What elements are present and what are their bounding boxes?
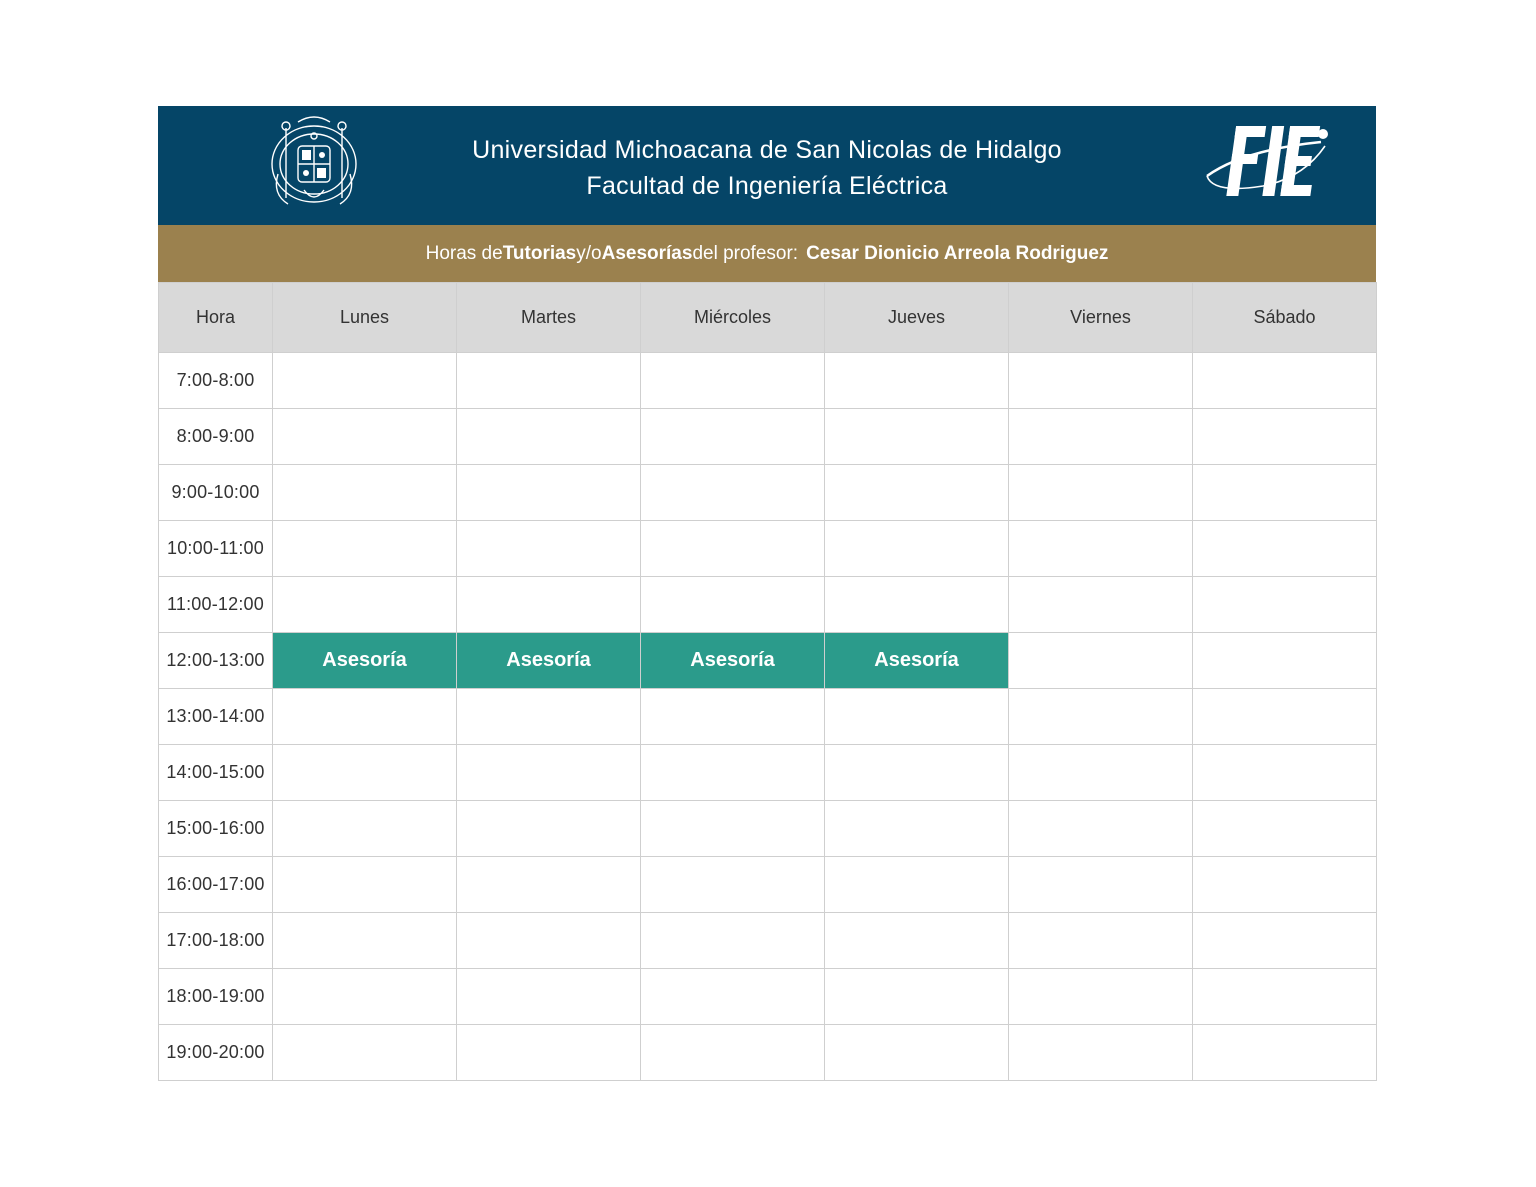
schedule-slot (825, 801, 1009, 857)
schedule-slot (273, 409, 457, 465)
schedule-slot (641, 465, 825, 521)
table-row (159, 521, 1377, 577)
schedule-slot (1193, 913, 1377, 969)
schedule-slot (825, 1025, 1009, 1081)
hour-cell: 13:00-14:00 (159, 689, 273, 745)
table-row (159, 1025, 1377, 1081)
table-row (159, 913, 1377, 969)
schedule-slot (825, 857, 1009, 913)
schedule-slot (457, 521, 641, 577)
column-header: Sábado (1193, 283, 1377, 353)
schedule-slot (1009, 353, 1193, 409)
schedule-slot (641, 409, 825, 465)
schedule-slot (1193, 801, 1377, 857)
subheader-text-1: Horas de (425, 242, 503, 264)
schedule-slot (273, 801, 457, 857)
table-row (159, 633, 1377, 689)
schedule-slot-busy: Asesoría (457, 633, 641, 689)
schedule-slot (825, 913, 1009, 969)
schedule-slot (1193, 969, 1377, 1025)
schedule-slot (457, 577, 641, 633)
schedule-slot (457, 689, 641, 745)
schedule-slot (1193, 633, 1377, 689)
schedule-slot (273, 913, 457, 969)
subheader-text-2: y/o (576, 242, 602, 264)
schedule-slot (825, 409, 1009, 465)
header-banner (158, 106, 1376, 225)
schedule-slot (825, 689, 1009, 745)
schedule-slot (1009, 745, 1193, 801)
schedule-slot (457, 745, 641, 801)
schedule-slot (273, 465, 457, 521)
schedule-slot-busy: Asesoría (273, 633, 457, 689)
schedule-slot (457, 465, 641, 521)
table-row (159, 857, 1377, 913)
table-row (159, 689, 1377, 745)
schedule-slot (273, 521, 457, 577)
schedule-slot-busy: Asesoría (825, 633, 1009, 689)
schedule-slot (1193, 521, 1377, 577)
schedule-slot (641, 521, 825, 577)
schedule-slot (825, 969, 1009, 1025)
university-name: Universidad Michoacana de San Nicolas de Hidalgo (472, 136, 1062, 164)
subheader-tutorias: Tutorias (502, 242, 577, 264)
schedule-slot (1009, 913, 1193, 969)
schedule-slot (641, 353, 825, 409)
hour-cell: 11:00-12:00 (159, 577, 273, 633)
schedule-slot (1009, 465, 1193, 521)
schedule-slot (1009, 521, 1193, 577)
schedule-slot (457, 913, 641, 969)
schedule-slot (457, 857, 641, 913)
schedule-slot (273, 745, 457, 801)
column-header: Hora (159, 283, 273, 353)
schedule-slot (825, 745, 1009, 801)
table-row (159, 577, 1377, 633)
hour-cell: 19:00-20:00 (159, 1025, 273, 1081)
banner-titles (158, 132, 1376, 204)
hour-cell: 16:00-17:00 (159, 857, 273, 913)
schedule-slot (1009, 689, 1193, 745)
schedule-slot (1009, 969, 1193, 1025)
schedule-slot (457, 353, 641, 409)
schedule-slot (1009, 633, 1193, 689)
hour-cell: 8:00-9:00 (159, 409, 273, 465)
schedule-slot (641, 577, 825, 633)
schedule-slot (273, 353, 457, 409)
schedule-slot (641, 689, 825, 745)
hour-cell: 10:00-11:00 (159, 521, 273, 577)
schedule-slot (457, 969, 641, 1025)
hour-cell: 17:00-18:00 (159, 913, 273, 969)
schedule-sheet (158, 106, 1376, 1081)
schedule-slot (825, 465, 1009, 521)
schedule-slot (273, 577, 457, 633)
schedule-slot (641, 745, 825, 801)
schedule-slot (825, 521, 1009, 577)
schedule-slot (457, 409, 641, 465)
schedule-slot (1193, 1025, 1377, 1081)
hour-cell: 18:00-19:00 (159, 969, 273, 1025)
table-row (159, 465, 1377, 521)
schedule-slot (273, 857, 457, 913)
schedule-slot (1193, 465, 1377, 521)
schedule-slot (1009, 857, 1193, 913)
subheader-text-3: del profesor: (692, 242, 799, 264)
schedule-slot (1193, 745, 1377, 801)
schedule-slot (457, 801, 641, 857)
schedule-slot (825, 577, 1009, 633)
schedule-slot (641, 857, 825, 913)
schedule-slot (273, 969, 457, 1025)
professor-name: Cesar Dionicio Arreola Rodriguez (806, 242, 1109, 264)
fie-logo-icon (1203, 120, 1333, 202)
schedule-slot (1193, 857, 1377, 913)
schedule-slot (273, 1025, 457, 1081)
schedule-slot (641, 801, 825, 857)
professor-banner (158, 225, 1376, 282)
schedule-slot (641, 1025, 825, 1081)
hour-cell: 12:00-13:00 (159, 633, 273, 689)
column-header: Martes (457, 283, 641, 353)
schedule-slot (641, 913, 825, 969)
schedule-table (158, 282, 1377, 1081)
schedule-slot (641, 969, 825, 1025)
subheader-asesorias: Asesorías (601, 242, 693, 264)
hour-cell: 7:00-8:00 (159, 353, 273, 409)
schedule-slot (825, 353, 1009, 409)
column-header: Miércoles (641, 283, 825, 353)
schedule-slot (1009, 801, 1193, 857)
schedule-slot (1009, 1025, 1193, 1081)
schedule-slot (1009, 577, 1193, 633)
schedule-slot (1193, 353, 1377, 409)
table-row (159, 801, 1377, 857)
hour-cell: 14:00-15:00 (159, 745, 273, 801)
schedule-slot (457, 1025, 641, 1081)
faculty-name: Facultad de Ingeniería Eléctrica (586, 172, 948, 200)
column-header: Jueves (825, 283, 1009, 353)
schedule-slot (1193, 577, 1377, 633)
table-row (159, 969, 1377, 1025)
table-row (159, 745, 1377, 801)
schedule-body (159, 353, 1377, 1081)
schedule-slot-busy: Asesoría (641, 633, 825, 689)
table-row (159, 353, 1377, 409)
schedule-slot (1193, 409, 1377, 465)
table-row (159, 409, 1377, 465)
hour-cell: 15:00-16:00 (159, 801, 273, 857)
column-header: Viernes (1009, 283, 1193, 353)
hour-cell: 9:00-10:00 (159, 465, 273, 521)
schedule-slot (273, 689, 457, 745)
column-header: Lunes (273, 283, 457, 353)
table-header-row (159, 283, 1377, 353)
schedule-slot (1193, 689, 1377, 745)
schedule-slot (1009, 409, 1193, 465)
